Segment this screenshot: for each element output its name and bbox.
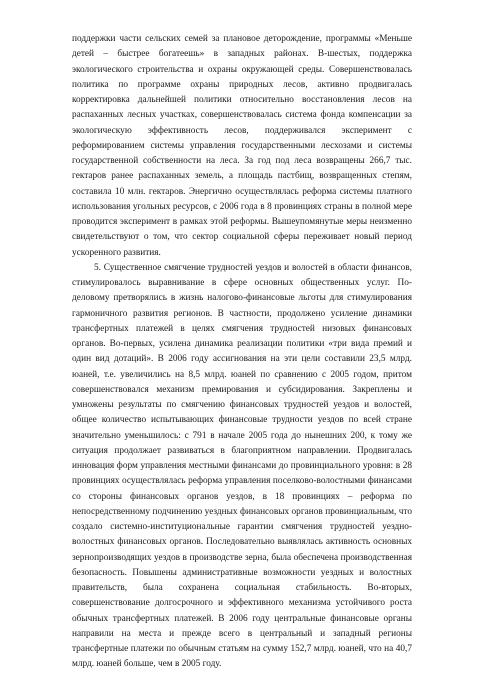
paragraph-continuation: поддержки части сельских семей за плановое деторождение, программы «Меньше детей – быстрее богатеешь» в западных районах. В-шестых, поддержка экологического строительства и охраны окружающей среды. Совершенствовалась политика по программе охраны природных лесов, активно продвигалась корректировка дальнейшей политики относительно восстановления лесов на распаханных лесных участках, совершенствовалась система фонда компенсации за экологическую эффективность лесов, поддерживался эксперимент с реформированием системы управления государственными лесхозами и системы государственной собственности на леса. За год под леса возвращены 266,7 тыс. гектаров ранее распаханных земель, а площадь пастбищ, возвращенных степям, составила 10 млн. гектаров. Энергично осуществлялась реформа системы платного использования угольных ресурсов, с 2006 года в 8 провинциях страны в полной мере проводится эксперимент в рамках этой реформы. Вышеупомянутые меры неизменно свидетельствуют о том, что сектор социальной сферы переживает новый период ускоренного развития.	[72, 34, 412, 258]
paragraph-section-5: 5. Существенное смягчение трудностей уездов и волостей в области финансов, стимулировалось выравнивание в сфере основных общественных услуг. По-деловому претворялись в жизнь налогово-финансовые льготы для стимулирования гармоничного развития регионов. В частности, продолжено усиление динамики трансфертных платежей в целях смягчения трудностей низовых финансовых органов. Во-первых, усилена динамика реализации политики «три вида премий и один вид дотаций». В 2006 году ассигнования на эти цели составили 23,5 млрд. юаней, т.е. увеличились на 8,5 млрд. юаней по сравнению с 2005 годом, притом совершенствовался механизм премирования и субсидирования. Закреплены и умножены результаты по смягчению финансовых трудностей уездов и волостей, общее количество испытывающих финансовые трудности уездов по всей стране значительно уменьшилось: с 791 в начале 2005 года до нынешних 200, к тому же ситуация продолжает развиваться в благоприятном направлении. Продвигалась инновация форм управления местными финансами до провинциального уровня: в 28 провинциях осуществлялась реформа управления поселково-волостными финансами со стороны финансовых органов уездов, в 18 провинциях – реформа по непосредственному подчинению уездных финансовых органов провинциальным, что создало системно-институциональные гарантии смягчения трудностей уездно-волостных финансовых органов. Последовательно выявлялась активность основных зернопроизводящих уездов в производстве зерна, была обеспечена производственная безопасность. Повышены административные возможности уездных и волостных правительств, была сохранена социальная стабильность. Во-вторых, совершенствование долгосрочного и эффективного механизма устойчивого роста обычных трансфертных платежей. В 2006 году центральные финансовые органы направили на места и прежде всего в центральный и западный регионы трансфертные платежи по обычным статьям на сумму 152,7 млрд. юаней, что на 40,7 млрд. юаней больше, чем в 2005 году.	[72, 262, 412, 670]
body-text	[72, 32, 412, 673]
